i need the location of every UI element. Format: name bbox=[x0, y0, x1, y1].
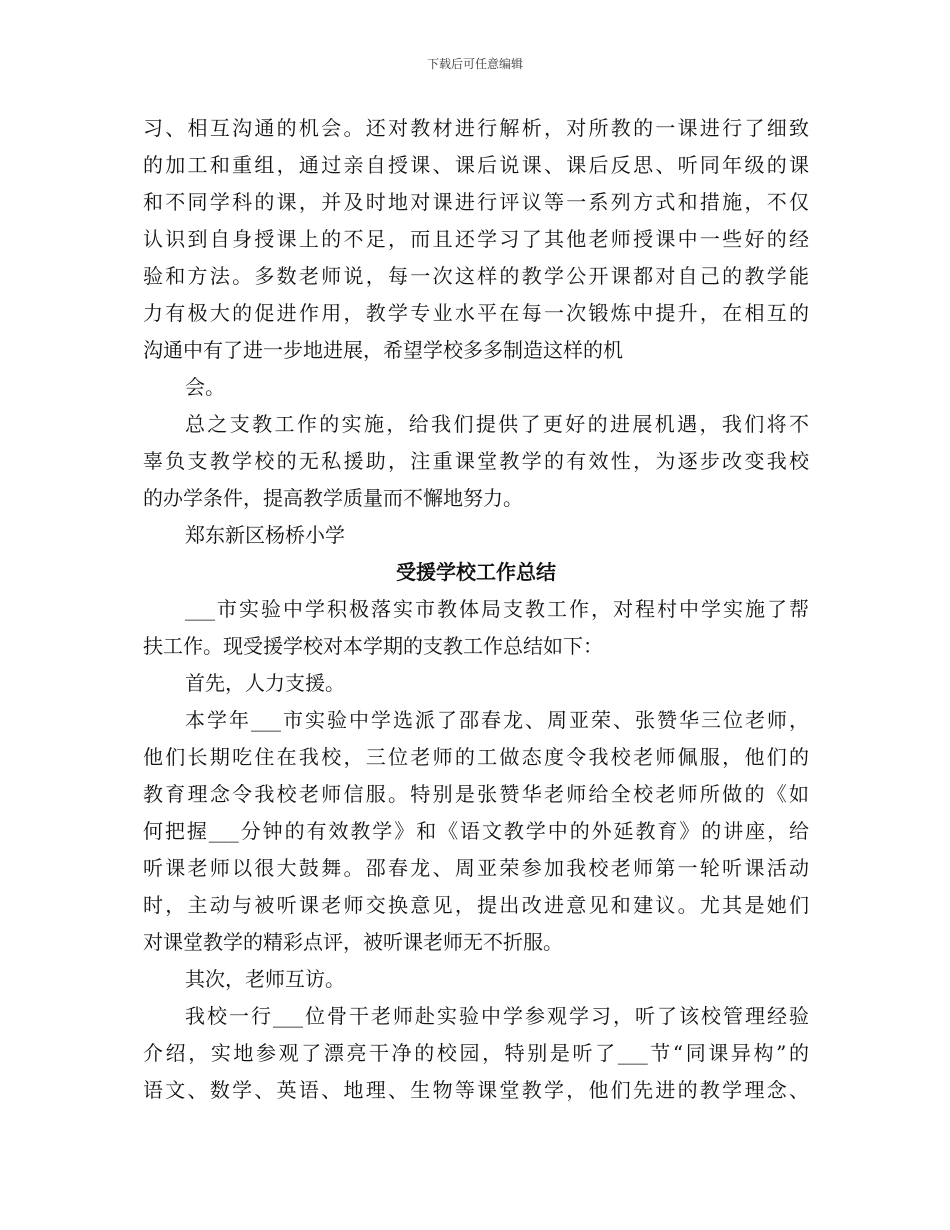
paragraph-line: 力有极大的促进作用，教学专业水平在每一次锻炼中提升，在相互的 bbox=[143, 301, 809, 325]
section-title: 受援学校工作总结 bbox=[396, 560, 556, 584]
signature-line: 郑东新区杨桥小学 bbox=[185, 523, 345, 547]
paragraph-line: 他们长期吃住在我校，三位老师的工做态度令我校老师佩服，他们的 bbox=[143, 745, 809, 769]
paragraph-line: 的加工和重组，通过亲自授课、课后说课、课后反思、听同年级的课 bbox=[143, 153, 809, 177]
paragraph-line: 扶工作。现受援学校对本学期的支教工作总结如下： bbox=[143, 634, 603, 658]
paragraph-line: 听课老师以很大鼓舞。邵春龙、周亚荣参加我校老师第一轮听课活动 bbox=[143, 856, 809, 880]
paragraph-line: 习、相互沟通的机会。还对教材进行解析，对所教的一课进行了细致 bbox=[143, 116, 809, 140]
paragraph-line: 和不同学科的课，并及时地对课进行评议等一系列方式和措施，不仅 bbox=[143, 190, 809, 214]
paragraph-line: 辜负支教学校的无私援助，注重课堂教学的有效性，为逐步改变我校 bbox=[143, 449, 809, 473]
paragraph-line: 对课堂教学的精彩点评，被听课老师无不折服。 bbox=[143, 930, 563, 954]
paragraph-line: 验和方法。多数老师说，每一次这样的教学公开课都对自己的教学能 bbox=[143, 264, 809, 288]
paragraph-line: 教育理念令我校老师信服。特别是张赞华老师给全校老师所做的《如 bbox=[143, 782, 809, 806]
paragraph-line: 总之支教工作的实施，给我们提供了更好的进展机遇，我们将不 bbox=[185, 412, 809, 436]
paragraph-line: ___市实验中学积极落实市教体局支教工作，对程村中学实施了帮 bbox=[185, 597, 809, 621]
paragraph-line: 语文、数学、英语、地理、生物等课堂教学，他们先进的教学理念、 bbox=[143, 1078, 809, 1102]
paragraph-line: 的办学条件，提高教学质量而不懈地努力。 bbox=[143, 486, 523, 510]
header-note: 下载后可任意编辑 bbox=[426, 57, 523, 71]
paragraph-line: 我校一行___位骨干老师赴实验中学参观学习，听了该校管理经验 bbox=[185, 1004, 809, 1028]
subheading-line: 首先，人力支援。 bbox=[185, 671, 345, 695]
paragraph-line: 介绍，实地参观了漂亮干净的校园，特别是听了___节“同课异构”的 bbox=[143, 1041, 809, 1065]
paragraph-line: 时，主动与被听课老师交换意见，提出改进意见和建议。尤其是她们 bbox=[143, 893, 809, 917]
document-body bbox=[143, 110, 809, 1109]
paragraph-line: 认识到自身授课上的不足，而且还学习了其他老师授课中一些好的经 bbox=[143, 227, 809, 251]
paragraph-line: 本学年___市实验中学选派了邵春龙、周亚荣、张赞华三位老师， bbox=[185, 708, 809, 732]
subheading-line: 其次，老师互访。 bbox=[185, 967, 345, 991]
paragraph-line: 沟通中有了进一步地进展，希望学校多多制造这样的机 bbox=[143, 338, 623, 362]
paragraph-line: 何把握___分钟的有效教学》和《语文教学中的外延教育》的讲座，给 bbox=[143, 819, 809, 843]
paragraph-line: 会。 bbox=[185, 375, 225, 399]
